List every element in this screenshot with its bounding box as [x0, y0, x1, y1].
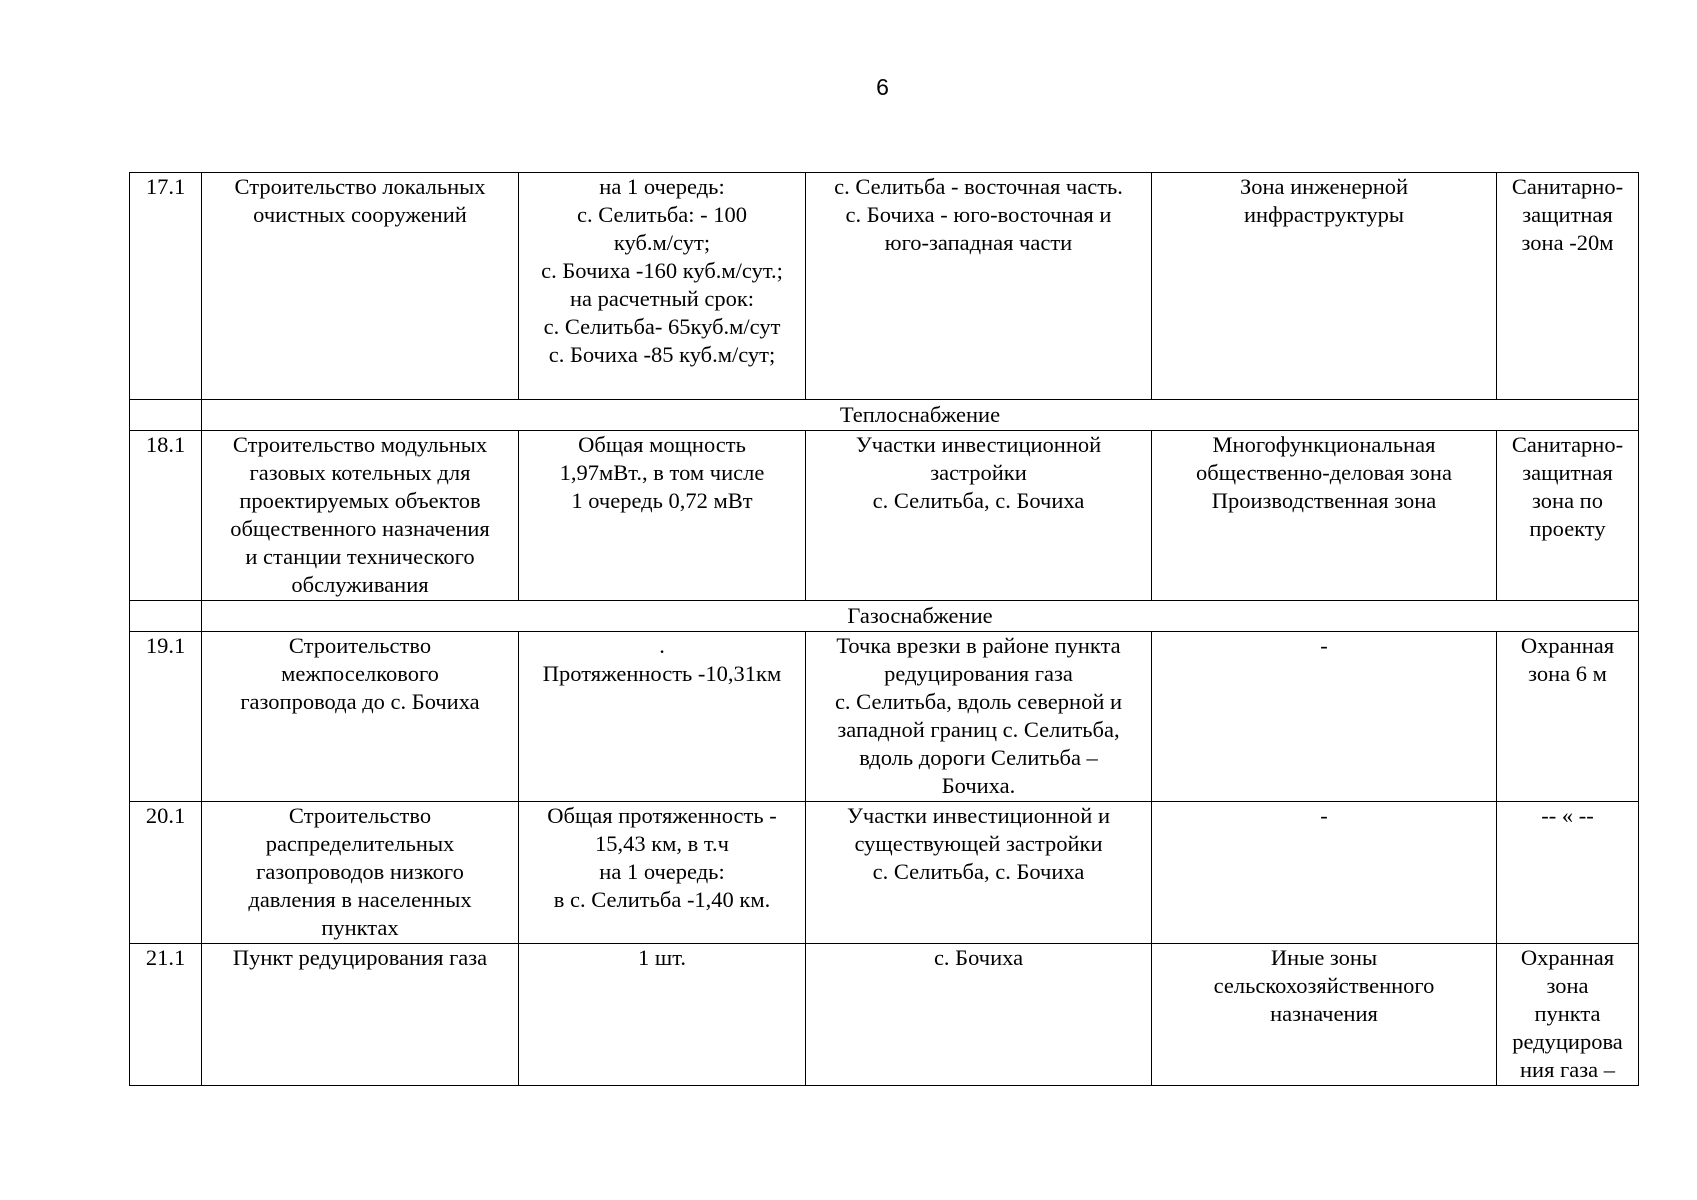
capacity-cell	[519, 632, 806, 802]
location-cell	[806, 173, 1152, 400]
table-row	[130, 173, 1639, 400]
restriction-cell	[1497, 431, 1639, 601]
page-number: 6	[876, 74, 889, 100]
capacity-cell	[519, 431, 806, 601]
zone-cell	[1152, 173, 1497, 400]
text-line: Санитарно-	[1511, 174, 1624, 199]
text-line: Иные зоны	[1270, 945, 1378, 970]
text-line: Общая мощность	[578, 432, 746, 457]
text-line: Бочиха.	[941, 773, 1016, 798]
location-cell	[806, 632, 1152, 802]
text-line: редуцирова	[1512, 1029, 1623, 1054]
text-line: Точка врезки в районе пункта	[836, 633, 1121, 658]
text-line: Строительство	[288, 633, 432, 658]
text-line: распределительных	[265, 831, 455, 856]
text-line: газопровода до с. Бочиха	[240, 689, 480, 714]
text-line: существующей застройки	[854, 831, 1103, 856]
text-line: инфраструктуры	[1244, 202, 1404, 227]
text-line: Строительство модульных	[232, 432, 488, 457]
text-line: и станции технического	[245, 544, 475, 569]
text-line: зона	[1546, 973, 1589, 998]
measure-name-cell	[202, 173, 519, 400]
text-line: западной границ с. Селитьба,	[837, 717, 1120, 742]
text-line: проектируемых объектов	[239, 488, 481, 513]
text-line: с. Селитьба: - 100	[576, 202, 748, 227]
measure-name-cell	[202, 632, 519, 802]
text-line: защитная	[1522, 202, 1613, 227]
text-line: с. Селитьба- 65куб.м/сут	[543, 314, 781, 339]
text-line: сельскохозяйственного	[1213, 973, 1435, 998]
section-row	[130, 601, 1639, 632]
text-line: на 1 очередь:	[599, 859, 725, 884]
text-line: зона -20м	[1521, 230, 1614, 255]
restriction-cell	[1497, 944, 1639, 1086]
text-line: -	[1320, 803, 1328, 828]
capacity-cell	[519, 802, 806, 944]
text-line: очистных сооружений	[253, 202, 467, 227]
text-line: назначения	[1270, 1001, 1378, 1026]
text-line: с. Бочиха -160 куб.м/сут.;	[541, 258, 783, 283]
text-line: давления в населенных	[248, 887, 472, 912]
text-line: на расчетный срок:	[569, 286, 755, 311]
text-line: с. Селитьба, с. Бочиха	[872, 488, 1085, 513]
text-line: куб.м/сут;	[613, 230, 711, 255]
text-line: с. Бочиха -85 куб.м/сут;	[548, 342, 776, 367]
text-line: ния газа –	[1519, 1057, 1616, 1082]
text-line: .	[659, 633, 665, 658]
section-heading-heat: Теплоснабжение	[202, 400, 1639, 431]
text-line: Зона инженерной	[1239, 174, 1409, 199]
text-line: юго-западная части	[884, 230, 1073, 255]
text-line: 1 шт.	[638, 945, 686, 970]
text-line: Участки инвестиционной	[855, 432, 1102, 457]
text-line: пунктах	[321, 915, 399, 940]
text-line: общественного назначения	[230, 516, 490, 541]
restriction-cell	[1497, 632, 1639, 802]
text-line: с. Бочиха - юго-восточная и	[845, 202, 1112, 227]
text-line: 15,43 км, в т.ч	[594, 831, 729, 856]
zone-cell	[1152, 944, 1497, 1086]
measure-name-cell	[202, 944, 519, 1086]
text-line: Охранная	[1520, 945, 1615, 970]
text-line: в с. Селитьба -1,40 км.	[553, 887, 771, 912]
location-cell	[806, 944, 1152, 1086]
restriction-cell	[1497, 173, 1639, 400]
text-line: редуцирования газа	[884, 661, 1073, 686]
text-line: Пункт редуцирования газа	[232, 945, 488, 970]
restriction-cell	[1497, 802, 1639, 944]
text-line: газопроводов низкого	[256, 859, 464, 884]
text-line: общественно-деловая зона	[1196, 460, 1452, 485]
section-spacer	[130, 400, 202, 431]
text-line: Участки инвестиционной и	[846, 803, 1110, 828]
planning-table	[129, 172, 1639, 1086]
text-line: защитная	[1522, 460, 1613, 485]
text-line: 1 очередь 0,72 мВт	[571, 488, 753, 513]
text-line: обслуживания	[291, 572, 429, 597]
text-line: с. Селитьба, вдоль северной и	[834, 689, 1123, 714]
table-row	[130, 632, 1639, 802]
text-line: пункта	[1534, 1001, 1601, 1026]
text-line: Протяженность -10,31км	[542, 661, 782, 686]
text-line: Санитарно-	[1511, 432, 1624, 457]
text-line: Охранная	[1520, 633, 1615, 658]
zone-cell	[1152, 632, 1497, 802]
row-number: 19.1	[130, 632, 202, 802]
row-number: 17.1	[130, 173, 202, 400]
location-cell	[806, 802, 1152, 944]
row-number: 20.1	[130, 802, 202, 944]
section-row	[130, 400, 1639, 431]
text-line: с. Селитьба, с. Бочиха	[872, 859, 1085, 884]
zone-cell	[1152, 802, 1497, 944]
text-line: 1,97мВт., в том числе	[559, 460, 765, 485]
table-row	[130, 431, 1639, 601]
text-line: Строительство локальных	[234, 174, 486, 199]
text-line: Строительство	[288, 803, 432, 828]
text-line: проекту	[1529, 516, 1606, 541]
text-line: -- « --	[1541, 803, 1594, 828]
measure-name-cell	[202, 431, 519, 601]
capacity-cell	[519, 173, 806, 400]
location-cell	[806, 431, 1152, 601]
zone-cell	[1152, 431, 1497, 601]
section-heading-gas: Газоснабжение	[202, 601, 1639, 632]
table-row	[130, 944, 1639, 1086]
text-line: Производственная зона	[1211, 488, 1437, 513]
text-line: -	[1320, 633, 1328, 658]
row-number: 18.1	[130, 431, 202, 601]
text-line: зона 6 м	[1528, 661, 1607, 686]
capacity-cell	[519, 944, 806, 1086]
text-line: газовых котельных для	[249, 460, 471, 485]
text-line: зона по	[1532, 488, 1603, 513]
measure-name-cell	[202, 802, 519, 944]
section-spacer	[130, 601, 202, 632]
table-row	[130, 802, 1639, 944]
text-line: на 1 очередь:	[599, 174, 725, 199]
text-line: застройки	[930, 460, 1027, 485]
text-line: межпоселкового	[281, 661, 439, 686]
text-line: с. Селитьба - восточная часть.	[834, 174, 1123, 199]
row-number: 21.1	[130, 944, 202, 1086]
text-line: с. Бочиха	[933, 945, 1024, 970]
text-line: вдоль дороги Селитьба –	[859, 745, 1098, 770]
text-line: Общая протяженность -	[547, 803, 777, 828]
text-line: Многофункциональная	[1212, 432, 1436, 457]
